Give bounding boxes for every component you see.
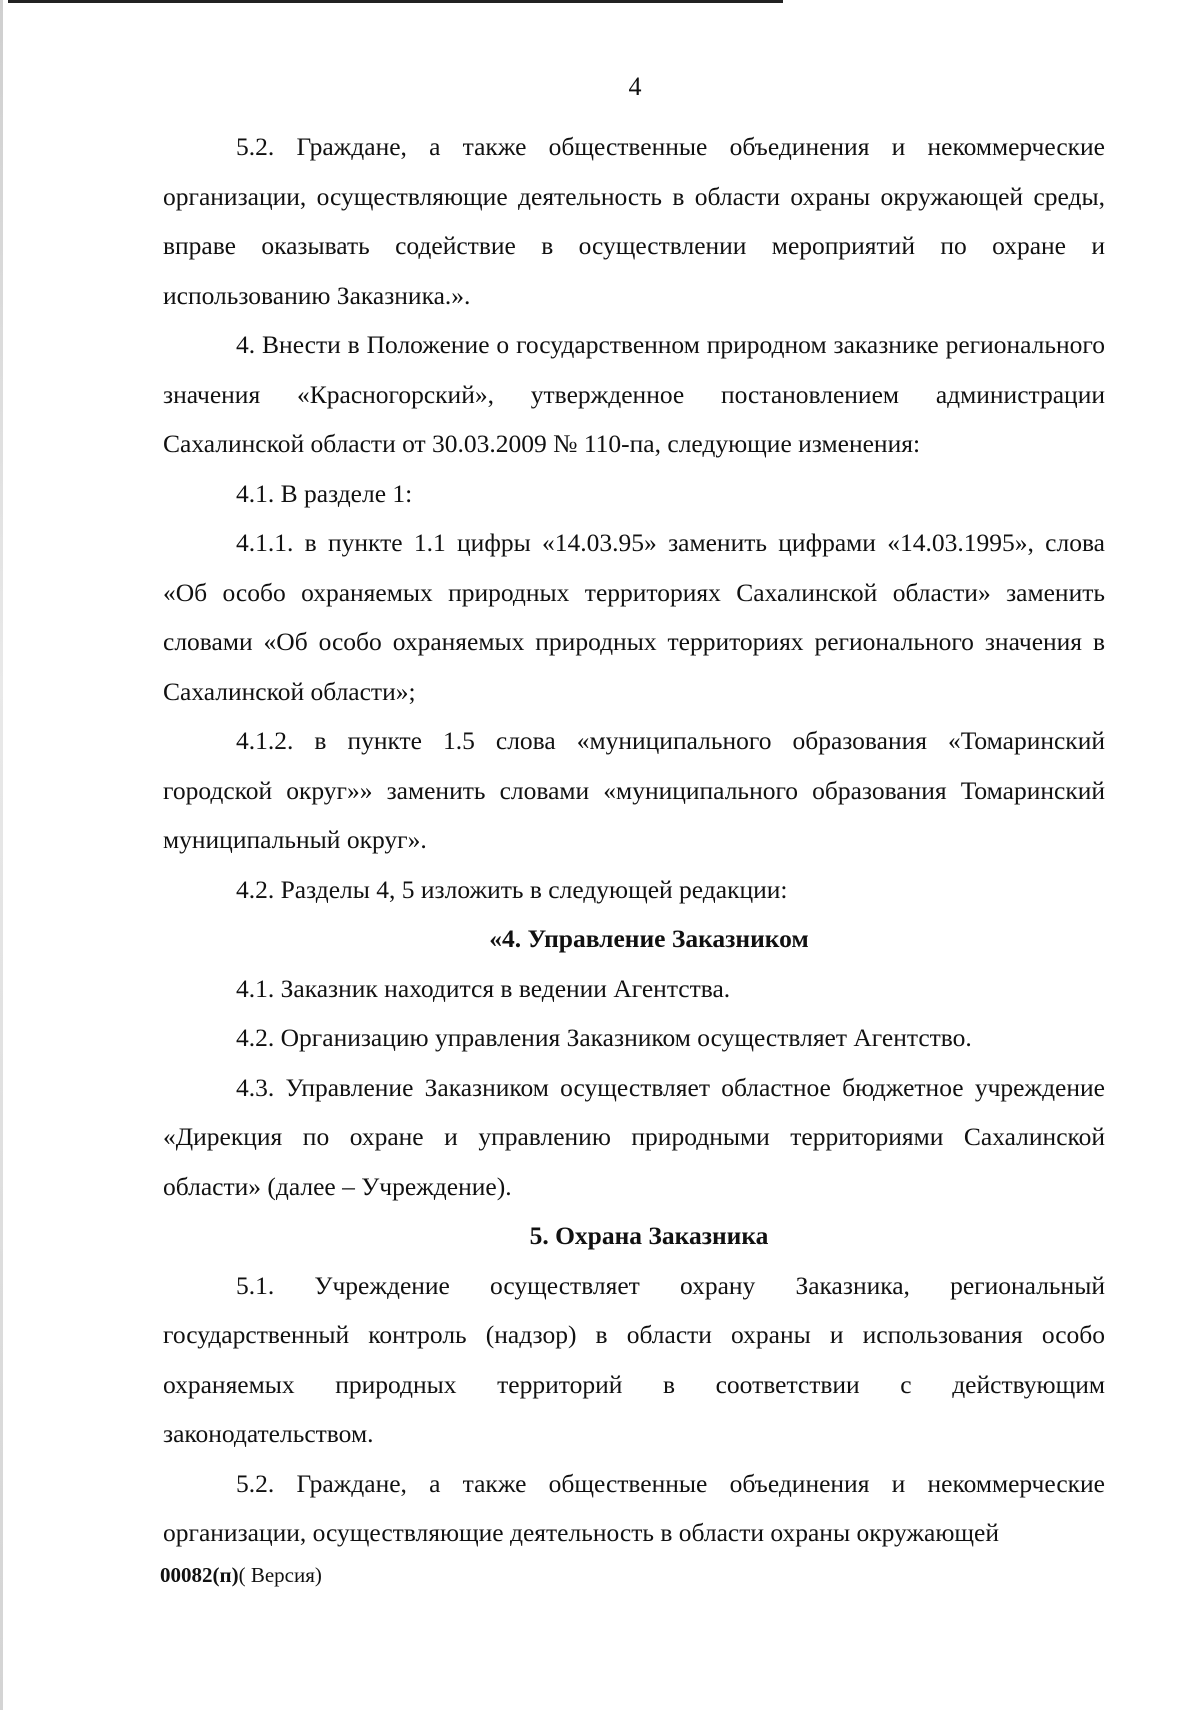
section4-paragraph-4-3: 4.3. Управление Заказником осуществляет областное бюджетное учреждение «Дирекция по охране и управлению природными территориями Сахалинской области» (далее – Учреждение).: [163, 1072, 1105, 1201]
section5-paragraph-5-1: 5.1. Учреждение осуществляет охрану Заказника, региональный государственный контроль (надзор) в области охраны и использования особо охраняемых природных территорий в соответствии с действующим законодательством.: [163, 1270, 1105, 1448]
paragraph-4-1-2: 4.1.2. в пункте 1.5 слова «муниципального образования «Томаринский городской округ»» заменить словами «муниципального образования Томаринский муниципальный округ».: [163, 726, 1105, 854]
section4-paragraph-4-1: 4.1. Заказник находится в ведении Агентства.: [236, 973, 731, 1003]
section5-paragraph-5-2: 5.2. Граждане, а также общественные объединения и некоммерческие организации, осуществляющие деятельность в области охраны окружающей: [163, 1468, 1105, 1547]
document-version: ( Версия): [238, 1563, 322, 1587]
paragraph-4-2: 4.2. Разделы 4, 5 изложить в следующей редакции:: [236, 874, 788, 904]
section-heading-management: «4. Управление Заказником: [489, 924, 809, 953]
scan-top-rule: [8, 0, 783, 3]
section4-paragraph-4-2: 4.2. Организацию управления Заказником осуществляет Агентство.: [236, 1023, 972, 1052]
scan-left-edge: [0, 0, 3, 1710]
section-heading-protection: 5. Охрана Заказника: [529, 1221, 769, 1250]
document-code: 00082(п): [160, 1563, 239, 1587]
paragraph-4-1-1: 4.1.1. в пункте 1.1 цифры «14.03.95» заменить цифрами «14.03.1995», слова «Об особо охраняемых природных территориях Сахалинской области» заменить словами «Об особо охраняемых природных территориях регионального значения в Сахалинской области»;: [163, 528, 1105, 706]
document-body: [163, 122, 1105, 1558]
paragraph-4: 4. Внести в Положение о государственном природном заказнике регионального значения «Красногорский», утвержденное постановлением администрации Сахалинской области от 30.03.2009 № 110-па, следующие изменения:: [163, 330, 1105, 458]
paragraph-5-2-previous: 5.2. Граждане, а также общественные объединения и некоммерческие организации, осуществляющие деятельность в области охраны окружающей среды, вправе оказывать содействие в осуществлении мероприятий по охране и использованию Заказника.».: [163, 132, 1105, 310]
paragraph-4-1: 4.1. В разделе 1:: [236, 478, 413, 508]
page-number: 4: [628, 72, 642, 101]
document-footer: [160, 1563, 322, 1588]
